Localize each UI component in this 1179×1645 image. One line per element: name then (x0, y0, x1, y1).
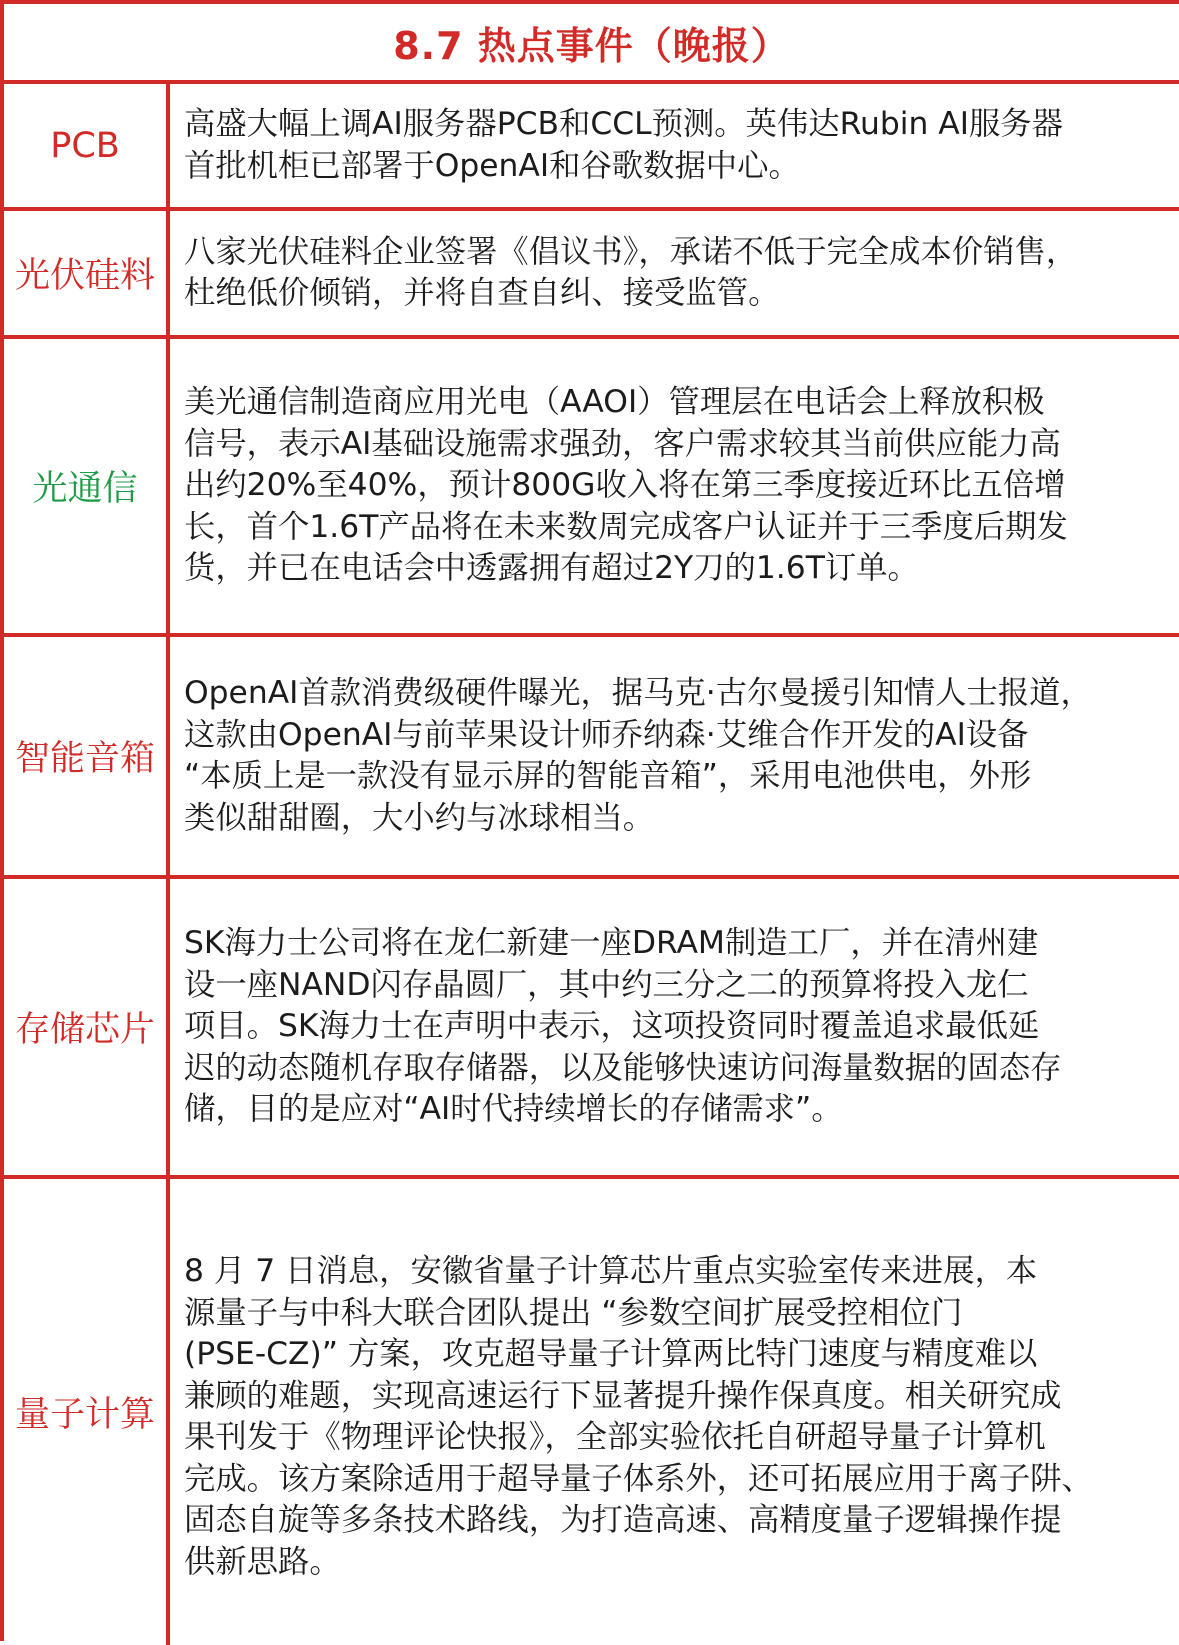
content-line: 果刊发于《物理评论快报》，全部实验依托自研超导量子计算机 (184, 1419, 1046, 1455)
table-row (4, 1179, 1179, 1645)
row-label-cell (4, 879, 170, 1175)
row-content-cell (184, 84, 1179, 207)
content-line: 货，并已在电话会中透露拥有超过2Y刀的1.6T订单。 (184, 550, 919, 587)
row-content-cell (184, 211, 1179, 335)
content-line: 固态自旋等多条技术路线，为打造高速、高精度量子逻辑操作提 (184, 1502, 1062, 1538)
content-line: 完成。该方案除适用于超导量子体系外，还可拓展应用于离子阱、 (184, 1460, 1093, 1497)
content-line: 源量子与中科大联合团队提出 “参数空间扩展受控相位门 (184, 1294, 963, 1331)
row-content (184, 382, 1164, 590)
row-label-cell (4, 1179, 170, 1645)
row-label: 存储芯片 (14, 1010, 155, 1050)
row-content (184, 104, 1164, 187)
content-line: (PSE-CZ)” 方案，攻克超导量子计算两比特门速度与精度难以 (184, 1336, 1038, 1372)
content-line: 这款由OpenAI与前苹果设计师乔纳森·艾维合作开发的AI设备 (184, 716, 1029, 753)
content-line: 迟的动态随机存取存储器，以及能够快速访问海量数据的固态存 (184, 1049, 1062, 1086)
row-label: 智能音箱 (14, 739, 155, 779)
content-line: SK海力士公司将在龙仁新建一座DRAM制造工厂，并在清州建 (184, 925, 1039, 962)
content-line: 兼顾的难题，实现高速运行下显著提升操作保真度。相关研究成 (184, 1377, 1062, 1414)
content-line: 美光通信制造商应用光电（AAOI）管理层在电话会上释放积极 (184, 384, 1045, 421)
row-label-cell (4, 211, 170, 335)
content-line: “本质上是一款没有显示屏的智能音箱”，采用电池供电，外形 (184, 758, 1032, 794)
row-content (184, 923, 1164, 1131)
content-line: 类似甜甜圈，大小约与冰球相当。 (184, 799, 655, 836)
content-line: 首批机柜已部署于OpenAI和谷歌数据中心。 (184, 147, 800, 184)
row-content (184, 673, 1164, 839)
content-line: 八家光伏硅料企业签署《倡议书》，承诺不低于完全成本价销售， (184, 233, 1078, 270)
table-row (4, 637, 1179, 879)
table-row (4, 84, 1179, 211)
content-line: 设一座NAND闪存晶圆厂，其中约三分之二的预算将投入龙仁 (184, 966, 1029, 1003)
content-line: 项目。SK海力士在声明中表示，这项投资同时覆盖追求最低延 (184, 1008, 1040, 1045)
row-label-cell (4, 84, 170, 207)
table-row (4, 211, 1179, 339)
table-row (4, 339, 1179, 637)
row-label: PCB (50, 125, 120, 166)
content-line: 长，首个1.6T产品将在未来数周完成客户认证并于三季度后期发 (184, 508, 1068, 545)
row-content-cell (184, 879, 1179, 1175)
row-content (184, 232, 1164, 315)
content-line: 8 月 7 日消息，安徽省量子计算芯片重点实验室传来进展，本 (184, 1253, 1038, 1289)
row-content-cell (184, 1179, 1179, 1645)
row-label: 光通信 (32, 469, 138, 509)
row-content (184, 1251, 1164, 1583)
content-line: 高盛大幅上调AI服务器PCB和CCL预测。英伟达Rubin AI服务器 (184, 106, 1063, 142)
content-line: 出约20%至40%，预计800G收入将在第三季度接近环比五倍增 (184, 467, 1066, 504)
row-label-cell (4, 339, 170, 633)
content-line: 杜绝低价倾销，并将自查自纠、接受监管。 (184, 275, 780, 311)
row-content-cell (184, 637, 1179, 875)
content-line: 储，目的是应对“AI时代持续增长的存储需求”。 (184, 1091, 843, 1128)
page-title: 8.7 热点事件（晚报） (393, 23, 790, 68)
title-bar (4, 4, 1179, 84)
table-row (4, 879, 1179, 1179)
row-label-cell (4, 637, 170, 875)
content-line: 供新思路。 (184, 1543, 341, 1580)
content-line: OpenAI首款消费级硬件曝光，据马克·古尔曼援引知情人士报道， (184, 675, 1092, 711)
row-content-cell (184, 339, 1179, 633)
content-line: 信号，表示AI基础设施需求强劲，客户需求较其当前供应能力高 (184, 425, 1061, 462)
row-label: 量子计算 (14, 1395, 155, 1435)
row-label: 光伏硅料 (14, 256, 155, 296)
